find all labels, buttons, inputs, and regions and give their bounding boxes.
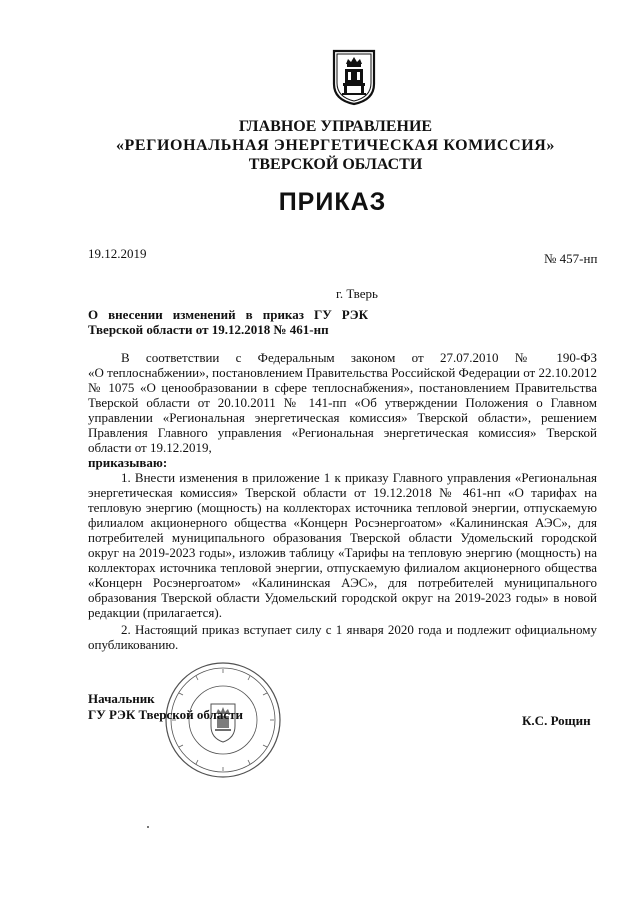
decree-word: приказываю: [88, 455, 168, 470]
agency-name-line3: ТВЕРСКОЙ ОБЛАСТИ [248, 156, 423, 173]
tver-coat-of-arms-icon [331, 48, 377, 106]
document-title: ПРИКАЗ [278, 188, 387, 216]
item2-line: 2. Настоящий приказ вступает силу с 1 января 2020 года и подлежит официальному [121, 622, 597, 637]
preamble-line: «О теплоснабжении», постановлением Правительства Российской Федерации от 22.10.2012 [88, 365, 597, 380]
item1-line: образования Тверской области Удомельский городской округ на 2019-2023 годы» в новой [88, 590, 597, 605]
item1-line: 1. Внести изменения в приложение 1 к приказу Главного управления «Региональная [121, 470, 597, 485]
preamble-line: Правления Главного управления «Региональная энергетическая комиссия» Тверской [88, 425, 597, 440]
agency-name-line1: ГЛАВНОЕ УПРАВЛЕНИЕ [238, 118, 433, 135]
preamble-line: № 1075 «О ценообразовании в сфере теплоснабжения», постановлением Правительства [88, 380, 597, 395]
preamble-line: области от 19.12.2019, [88, 440, 212, 455]
preamble-line: В соответствии с Федеральным законом от 27.07.2010 № 190-ФЗ [121, 350, 597, 365]
item1-line: «Концерн Росэнергоатом» «Калининская АЭС», для потребителей муниципального [88, 575, 597, 590]
signatory-name: К.С. Рощин [522, 713, 591, 728]
scan-speck [147, 826, 149, 828]
order-subject [88, 307, 368, 337]
order-city: г. Тверь [336, 286, 378, 301]
order-date: 19.12.2019 [88, 246, 147, 261]
signatory-organization: ГУ РЭК Тверской области [88, 707, 243, 722]
item1-line: энергетическая комиссия» Тверской области от 19.12.2018 № 461-нп «О тарифах на [88, 485, 597, 500]
preamble-line: Тверской области от 20.10.2011 № 141-пп «Об утверждении Положения о Главном [88, 395, 597, 410]
item2-line: опубликованию. [88, 637, 179, 652]
item1-line: филиалом акционерного общества «Концерн Росэнергоатом» «Калининская АЭС», для [88, 515, 597, 530]
item1-line: редакции (прилагается). [88, 605, 222, 620]
order-number: № 457-нп [544, 251, 598, 266]
agency-name-line2: «РЕГИОНАЛЬНАЯ ЭНЕРГЕТИЧЕСКАЯ КОМИССИЯ» [115, 137, 556, 154]
item1-line: тепловую энергию (мощность) на коллекторах источника тепловой энергии, отпускаемую [88, 500, 597, 515]
item1-line: коллекторах источника тепловой энергии, отпускаемую филиалом акционерного общества [88, 560, 597, 575]
signatory-position: Начальник [88, 691, 155, 706]
subject-line: О внесении изменений в приказ ГУ РЭК [88, 307, 368, 322]
item1-line: округ на 2019-2023 годы», изложив таблицу «Тарифы на тепловую энергию (мощность) на [88, 545, 597, 560]
preamble-line: управлении «Региональная энергетическая комиссия» Тверской области», решением [88, 410, 597, 425]
item1-line: потребителей муниципального образования Тверской области Удомельский городской [88, 530, 597, 545]
subject-line: Тверской области от 19.12.2018 № 461-нп [88, 322, 329, 338]
